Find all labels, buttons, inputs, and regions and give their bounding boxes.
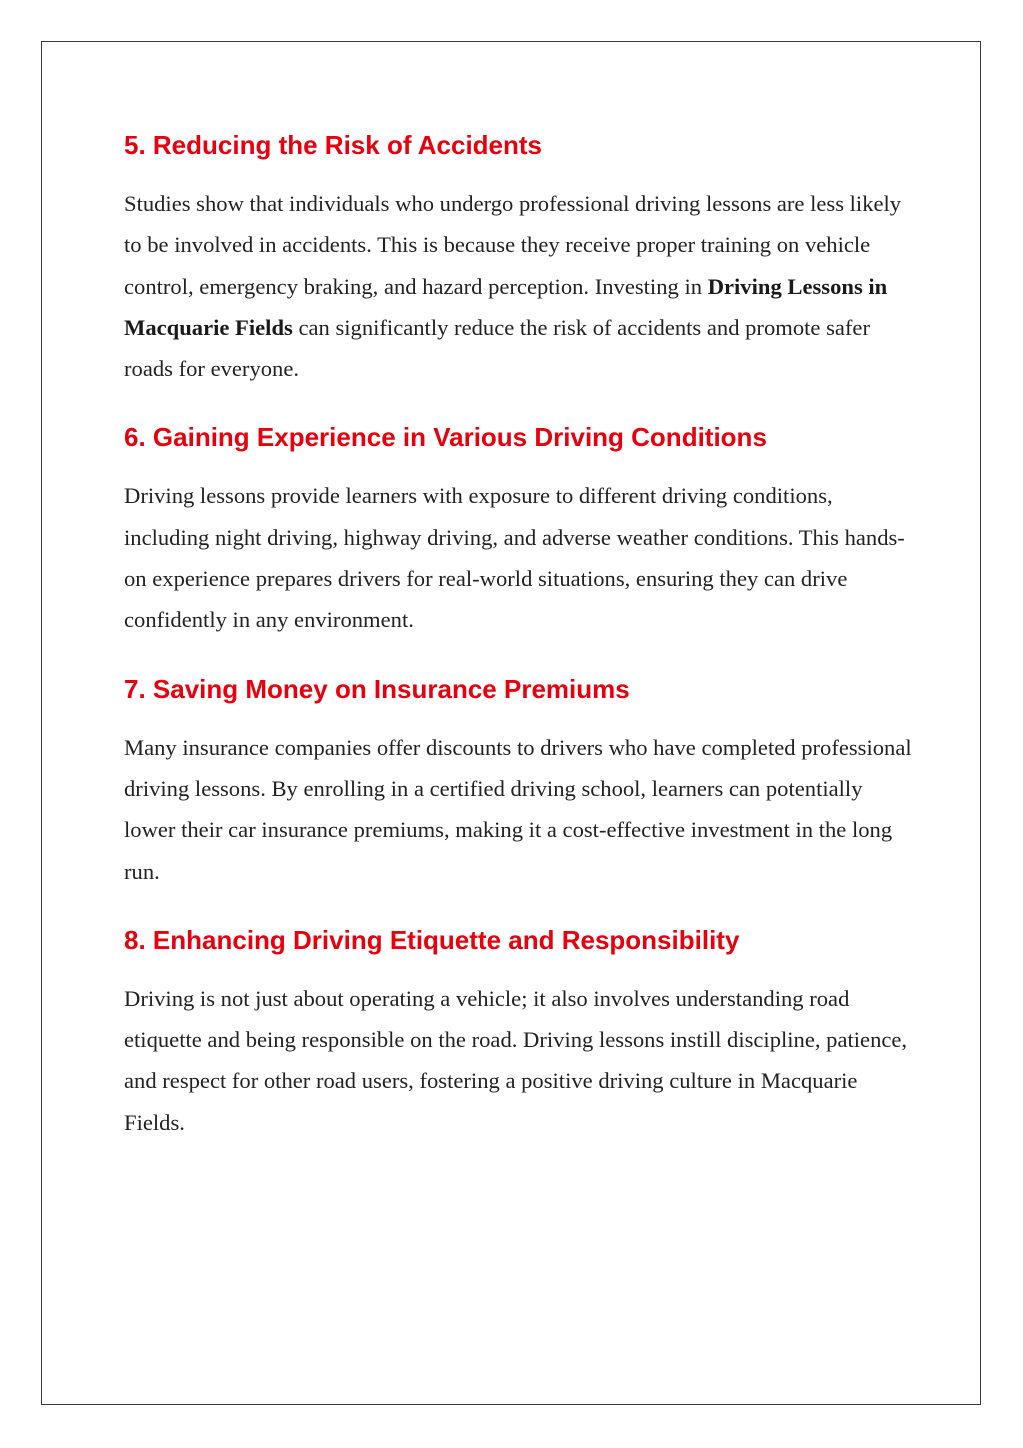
document-content [124,125,914,1143]
section-paragraph: Driving is not just about operating a vehicle; it also involves understanding road etiquette and being responsible on the road. Driving lessons instill discipline, patience, and respect for other road users, fostering a positive driving culture in Macquarie Fields. [124,985,908,1135]
section-paragraph: Many insurance companies offer discounts to drivers who have completed professional driving lessons. By enrolling in a certified driving school, learners can potentially lower their car insurance premiums, making it a cost-effective investment in the long run. [124,734,912,884]
section-reducing-risk [124,125,914,389]
section-insurance-premiums [124,669,914,892]
bold-keyword: Driving Lessons in Macquarie Fields [124,273,888,340]
paragraph-text: can significantly reduce the risk of accidents and promote safer roads for everyone. [124,314,870,382]
section-heading: 5. Reducing the Risk of Accidents [124,130,543,160]
section-paragraph: Driving lessons provide learners with exposure to different driving conditions, including night driving, highway driving, and adverse weather conditions. This hands-on experience prepares drivers for real-world situations, ensuring they can drive confidently in any environment. [124,483,905,633]
section-paragraph [124,183,914,389]
section-driving-conditions [124,417,914,640]
section-heading: 7. Saving Money on Insurance Premiums [124,673,630,704]
section-heading: 6. Gaining Experience in Various Driving Conditions [124,422,767,453]
section-driving-etiquette [124,920,914,1143]
section-heading: 8. Enhancing Driving Etiquette and Responsibility [124,924,740,955]
paragraph-text: Studies show that individuals who undergo professional driving lessons are less likely to be involved in accidents. This is because they receive proper training on vehicle control, emergency braking, and hazard perception. Investing in [124,191,902,299]
